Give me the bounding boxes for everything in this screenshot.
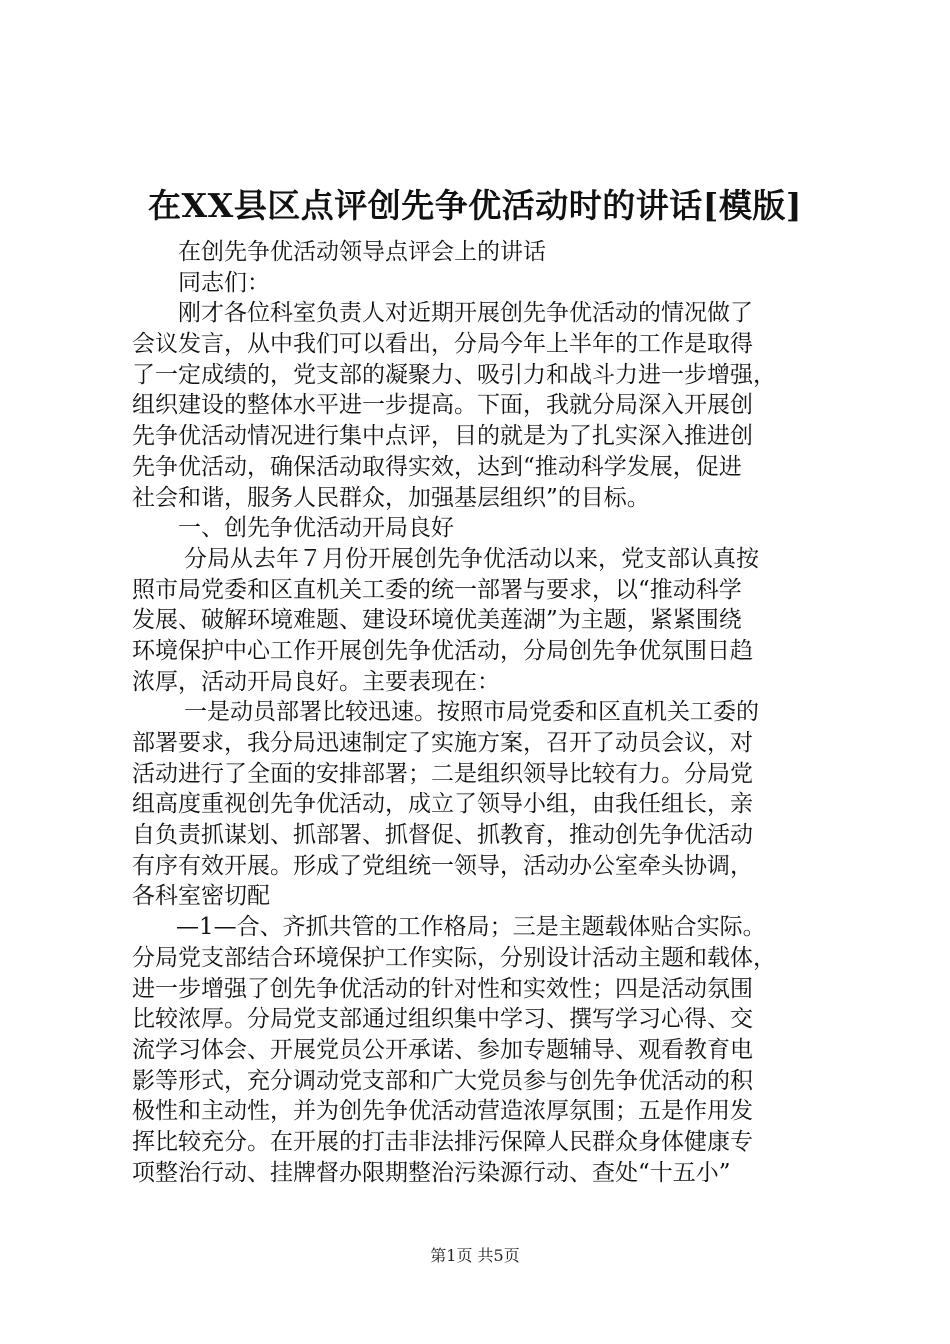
- paragraph-line: 部署要求，我分局迅速制定了实施方案，召开了动员会议，对: [132, 730, 753, 756]
- paragraph-line: 比较浓厚。分局党支部通过组织集中学习、撰写学习心得、交: [132, 1006, 753, 1033]
- paragraph-line: 组织建设的整体水平进一步提高。下面，我就分局深入开展创: [132, 392, 753, 419]
- salutation-line: 同志们：: [178, 269, 270, 296]
- paragraph-line: 组高度重视创先争优活动，成立了领导小组，由我任组长，亲: [132, 791, 753, 818]
- paragraph-line: 极性和主动性，并为创先争优活动营造浓厚氛围；五是作用发: [132, 1098, 753, 1125]
- paragraph-line: 活动进行了全面的安排部署；二是组织领导比较有力。分局党: [132, 760, 753, 787]
- paragraph-line: 一是动员部署比较迅速。按照市局党委和区直机关工委的: [184, 699, 759, 726]
- paragraph-line: 流学习体会、开展党员公开承诺、参加专题辅导、观看教育电: [132, 1036, 753, 1063]
- paragraph-line: 自负责抓谋划、抓部署、抓督促、抓教育，推动创先争优活动: [132, 822, 753, 849]
- paragraph-line: 照市局党委和区直机关工委的统一部署与要求，以“推动科学: [132, 576, 742, 603]
- paragraph-line: 分局从去年７月份开展创先争优活动以来，党支部认真按: [184, 545, 759, 572]
- document-title: 在XX县区点评创先争优活动时的讲话[模版]: [148, 186, 802, 225]
- paragraph-line: 刚才各位科室负责人对近期开展创先争优活动的情况做了: [178, 300, 753, 327]
- paragraph-line: 会议发言，从中我们可以看出，分局今年上半年的工作是取得: [132, 331, 753, 358]
- page-footer: 第1页 共5页: [430, 1246, 520, 1265]
- paragraph-line: 浓厚，活动开局良好。主要表现在：: [132, 668, 500, 695]
- paragraph-line: 了一定成绩的，党支部的凝聚力、吸引力和战斗力进一步增强，: [132, 361, 776, 388]
- paragraph-line: 进一步增强了创先争优活动的针对性和实效性；四是活动氛围: [132, 975, 753, 1002]
- subtitle-line: 在创先争优活动领导点评会上的讲话: [178, 239, 546, 265]
- paragraph-line: 先争优活动情况进行集中点评，目的就是为了扎实深入推进创: [132, 423, 753, 450]
- paragraph-line: 有序有效开展。形成了党组统一领导，活动办公室牵头协调，: [132, 852, 753, 879]
- paragraph-line: 社会和谐，服务人民群众，加强基层组织”的目标。: [132, 484, 650, 511]
- paragraph-line: 影等形式，充分调动党支部和广大党员参与创先争优活动的积: [132, 1067, 753, 1094]
- section-heading: 一、创先争优活动开局良好: [178, 515, 454, 542]
- paragraph-line: 环境保护中心工作开展创先争优活动，分局创先争优氛围日趋: [132, 637, 753, 664]
- paragraph-line: 分局党支部结合环境保护工作实际，分别设计活动主题和载体，: [132, 944, 776, 971]
- paragraph-line: 挥比较充分。在开展的打击非法排污保障人民群众身体健康专: [132, 1128, 753, 1155]
- paragraph-line: —1—合、齐抓共管的工作格局；三是主题载体贴合实际。: [176, 914, 766, 941]
- document-body: [132, 237, 832, 1188]
- paragraph-line: 项整治行动、挂牌督办限期整治污染源行动、查处“十五小”: [132, 1159, 731, 1186]
- paragraph-line: 各科室密切配: [132, 883, 270, 910]
- paragraph-line: 发展、破解环境难题、建设环境优美莲湖”为主题，紧紧围绕: [132, 607, 742, 634]
- paragraph-line: 先争优活动，确保活动取得实效，达到“推动科学发展，促进: [132, 453, 742, 480]
